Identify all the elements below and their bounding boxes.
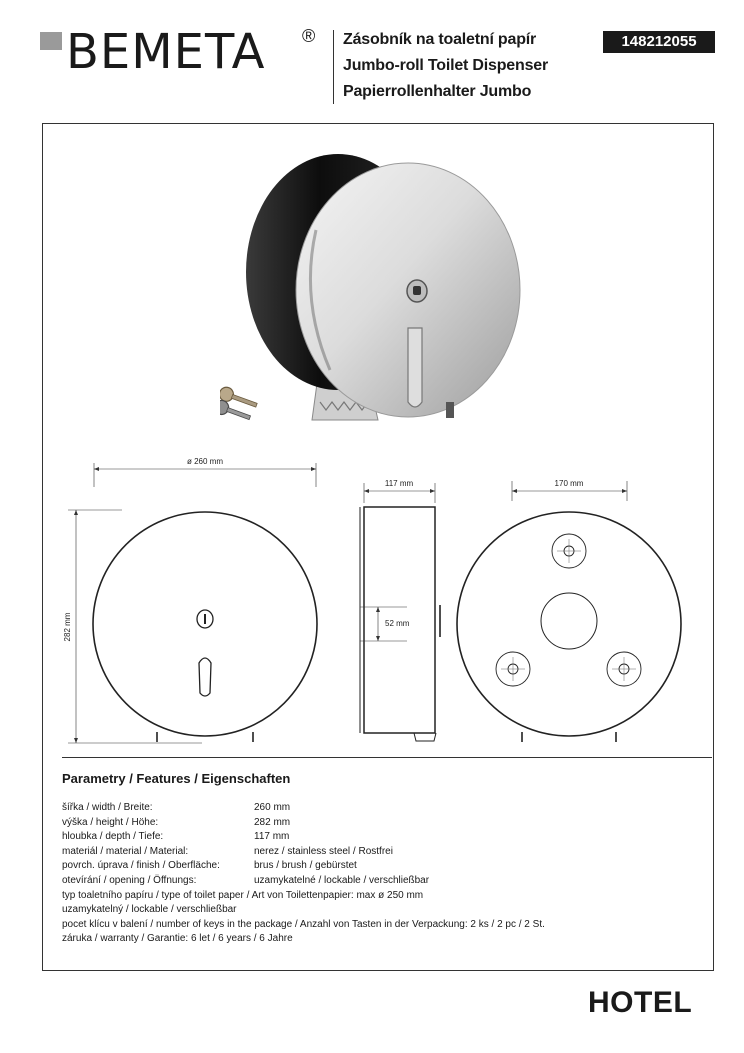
inner-height-label: 52 mm [385,619,410,628]
feature-value: 282 mm [254,816,291,828]
feature-label: šířka / width / Breite: [62,802,153,813]
title-czech: Zásobník na toaletní papír [343,31,537,48]
back-view-drawing [457,479,681,742]
feature-value: brus / brush / gebürstet [254,860,357,872]
depth-label: 117 mm [384,479,414,488]
feature-label: výška / height / Höhe: [62,816,159,828]
title-divider [333,30,334,104]
side-view-drawing [360,479,440,741]
registered-mark: ® [302,26,316,46]
category-label: HOTEL [588,986,693,1019]
feature-value: 260 mm [254,802,291,813]
hole-spacing-label: 170 mm [554,479,584,488]
feature-label: materiál / material / Material: [62,845,189,857]
product-photo [220,140,540,430]
title-english: Jumbo-roll Toilet Dispenser [343,57,548,74]
features-heading: Parametry / Features / Eigenschaften [62,771,291,786]
feature-note-text: pocet klícu v balení / number of keys in the package / Anzahl von Tasten in der Verpackung: 2 ks / 2 pc / 2 St. [62,918,545,930]
feature-note-text: záruka / warranty / Garantie: 6 let / 6 years / 6 Jahre [62,933,293,945]
feature-label: povrch. úprava / finish / Oberfläche: [62,860,220,872]
logo-text: BEMETA [66,24,266,80]
diameter-label: ø 260 mm [186,457,224,466]
title-german: Papierrollenhalter Jumbo [343,83,532,100]
brand-logo [40,22,330,78]
feature-value: uzamykatelné / lockable / verschließbar [254,874,430,886]
technical-drawings [42,455,714,755]
feature-value: nerez / stainless steel / Rostfrei [254,845,393,857]
logo-square-icon [40,32,62,50]
feature-label: hloubka / depth / Tiefe: [62,831,164,843]
feature-note-text: typ toaletního papíru / type of toilet paper / Art von Toilettenpapier: max ø 250 mm [62,889,424,901]
product-code-badge: 148212055 [603,31,715,53]
section-divider [62,757,712,758]
feature-label: otevírání / opening / Öffnungs: [62,874,197,886]
feature-note-text: uzamykatelný / lockable / verschließbar [62,904,237,916]
front-view-drawing [63,457,317,743]
height-label: 282 mm [63,612,72,642]
feature-value: 117 mm [254,831,290,843]
